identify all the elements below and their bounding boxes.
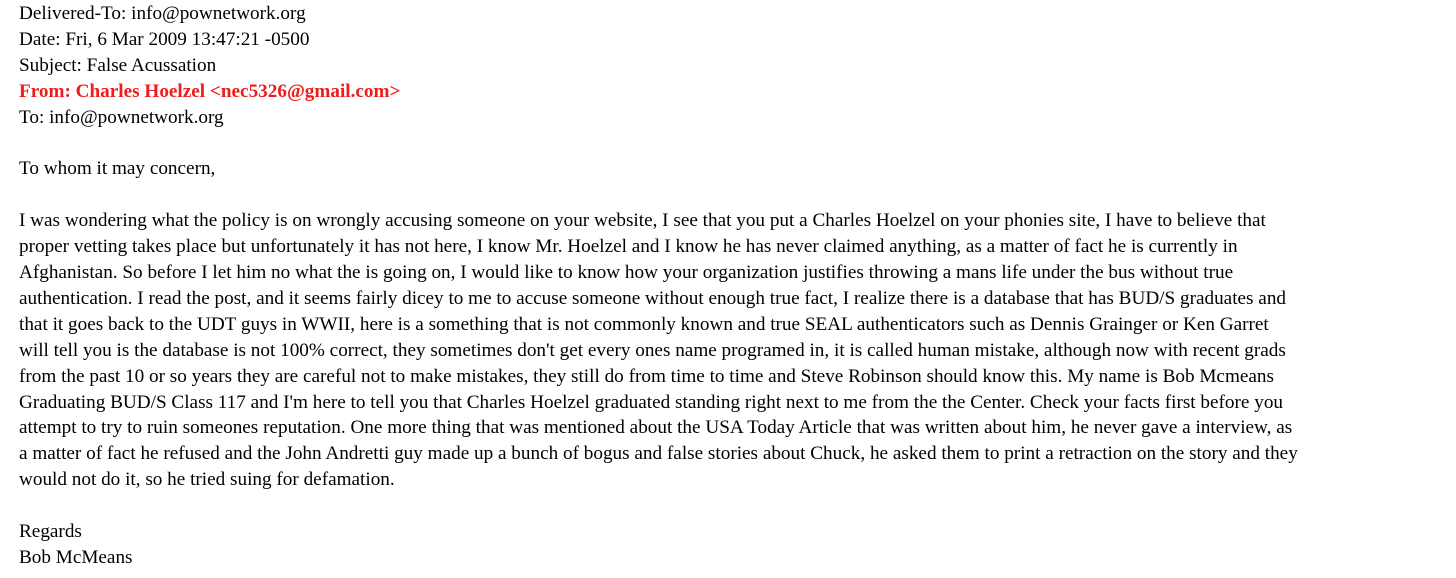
body-line: authentication. I read the post, and it seems fairly dicey to me to accuse someone without enough true fact, I realize there is a database that has BUD/S graduates and <box>19 287 1287 309</box>
body-line: attempt to try to ruin someones reputation. One more thing that was mentioned about the USA Today Article that was written about him, he never gave a interview, as <box>19 417 1293 439</box>
body-line: from the past 10 or so years they are careful not to make mistakes, they still do from time to time and Steve Robinson should know this. My name is Bob Mcmeans <box>19 365 1274 387</box>
email-headers <box>19 1 1439 131</box>
spacer <box>19 493 1439 519</box>
body-line: proper vetting takes place but unfortunately it has not here, I know Mr. Hoelzel and I know he has never claimed anything, as a matter of fact he is currently in <box>19 236 1238 258</box>
date-header: Date: Fri, 6 Mar 2009 13:47:21 -0500 <box>19 28 310 50</box>
body-line: that it goes back to the UDT guys in WWII, here is a something that is not commonly known and true SEAL authenticators such as Dennis Grainger or Ken Garret <box>19 313 1269 335</box>
delivered-to-header: Delivered-To: info@pownetwork.org <box>19 3 306 24</box>
body-line: would not do it, so he tried suing for defamation. <box>19 469 395 491</box>
email-closing: Regards <box>19 521 82 543</box>
body-line: will tell you is the database is not 100% correct, they sometimes don't get every ones name programed in, it is called human mistake, although now with recent grads <box>19 339 1286 361</box>
spacer <box>19 131 1439 157</box>
from-header: From: Charles Hoelzel <nec5326@gmail.com> <box>19 80 401 102</box>
email-document <box>19 1 1439 571</box>
email-signature: Bob McMeans <box>19 546 133 568</box>
email-body <box>19 208 1439 493</box>
body-line: a matter of fact he refused and the John Andretti guy made up a bunch of bogus and false stories about Chuck, he asked them to print a retraction on the story and they <box>19 443 1298 465</box>
body-line: Graduating BUD/S Class 117 and I'm here to tell you that Charles Hoelzel graduated standing right next to me from the the Center. Check your facts first before you <box>19 391 1284 413</box>
body-line: I was wondering what the policy is on wrongly accusing someone on your website, I see that you put a Charles Hoelzel on your phonies site, I have to believe that <box>19 210 1266 232</box>
email-greeting: To whom it may concern, <box>19 158 216 180</box>
spacer <box>19 182 1439 208</box>
body-line: Afghanistan. So before I let him no what the is going on, I would like to know how your organization justifies throwing a mans life under the bus without true <box>19 262 1234 284</box>
subject-header: Subject: False Acussation <box>19 54 217 76</box>
to-header: To: info@pownetwork.org <box>19 106 224 128</box>
